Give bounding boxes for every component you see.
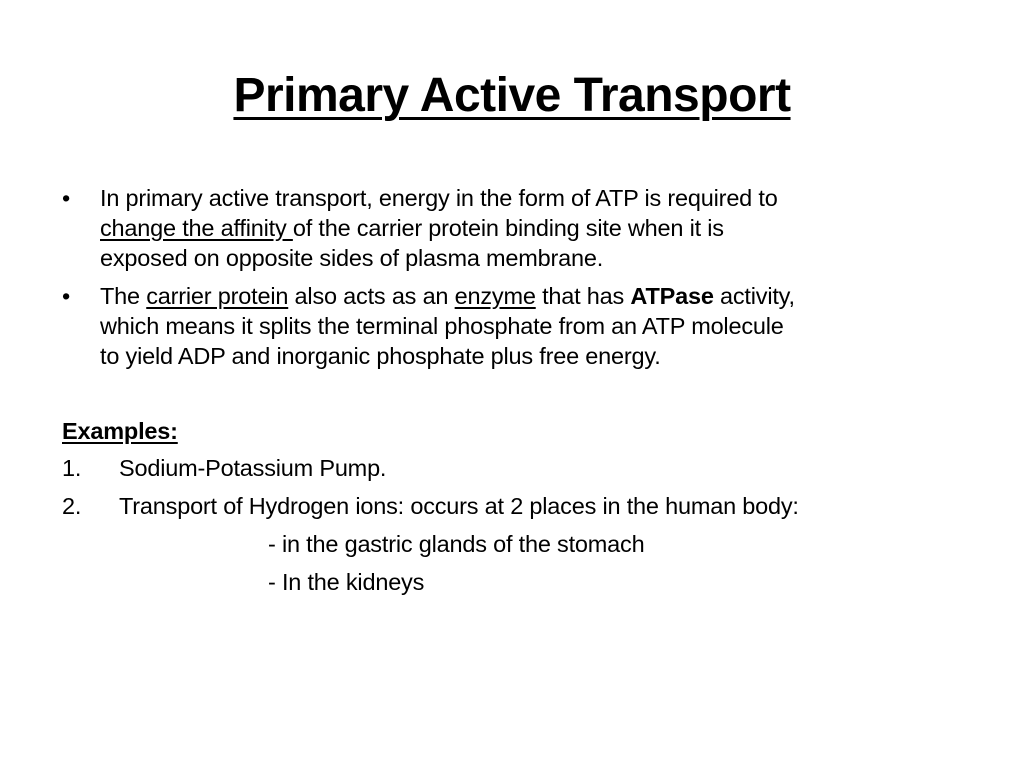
text-segment: In primary active transport, energy in the form of ATP is required to <box>100 185 778 211</box>
text-segment: exposed on opposite sides of plasma membrane. <box>100 245 604 271</box>
bullet-line <box>100 243 778 273</box>
bold-term-atpase: ATPase <box>630 283 714 309</box>
bullet-line <box>100 183 778 213</box>
text-segment: activity, <box>713 283 795 309</box>
underlined-term-change-affinity: change the affinity <box>100 215 293 241</box>
bullet-icon: • <box>62 283 71 309</box>
list-number: 2. <box>62 493 82 519</box>
underlined-term-carrier-protein: carrier protein <box>146 283 289 309</box>
bullet-content <box>100 183 778 273</box>
slide-title <box>0 66 1024 126</box>
list-item-text: Sodium-Potassium Pump. <box>119 455 387 481</box>
list-number: 1. <box>62 455 82 481</box>
text-segment: to yield ADP and inorganic phosphate plus free energy. <box>100 343 661 369</box>
bullet-content <box>100 281 795 371</box>
sub-item-gastric-glands: - in the gastric glands of the stomach <box>268 531 645 557</box>
sub-item-kidneys: - In the kidneys <box>268 569 425 595</box>
text-segment: also acts as an <box>288 283 455 309</box>
text-segment: of the carrier protein binding site when it is <box>292 215 724 241</box>
bullet-line <box>100 281 795 311</box>
text-segment: which means it splits the terminal phosphate from an ATP molecule <box>100 313 784 339</box>
text-segment: The <box>100 283 147 309</box>
bullet-line <box>100 311 795 341</box>
bullet-icon: • <box>62 185 71 211</box>
list-item-text: Transport of Hydrogen ions: occurs at 2 places in the human body: <box>119 493 799 519</box>
bullet-line <box>100 341 795 371</box>
underlined-term-enzyme: enzyme <box>454 283 536 309</box>
bullet-line <box>100 213 778 243</box>
slide-title-text: Primary Active Transport <box>233 69 791 122</box>
examples-heading: Examples: <box>62 418 178 444</box>
text-segment: that has <box>535 283 631 309</box>
